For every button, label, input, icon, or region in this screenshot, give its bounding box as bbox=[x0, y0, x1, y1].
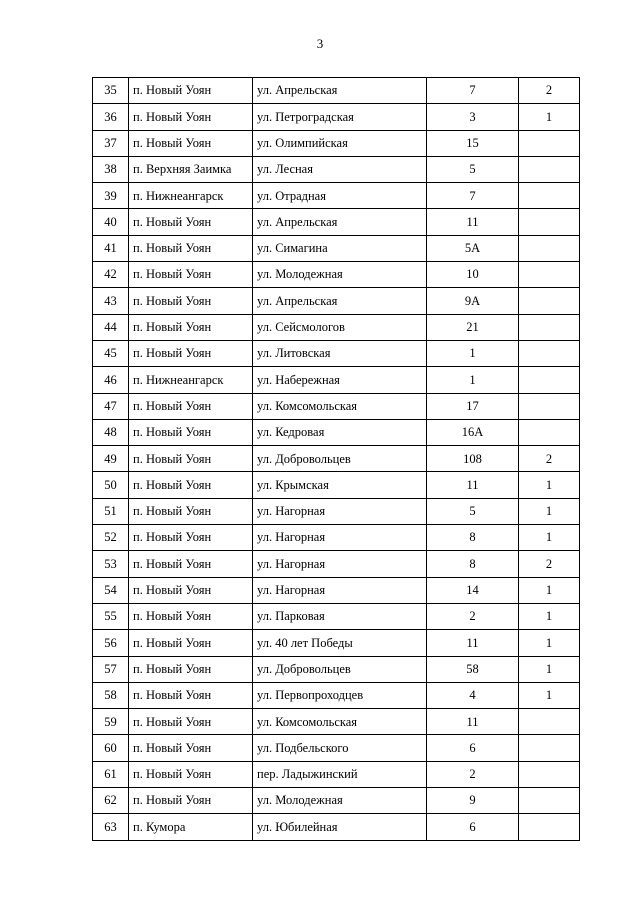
extra-value-cell bbox=[519, 367, 580, 393]
extra-value-cell: 1 bbox=[519, 656, 580, 682]
table-row bbox=[93, 156, 580, 182]
settlement-cell: п. Новый Уоян bbox=[129, 314, 253, 340]
street-cell: ул. Лесная bbox=[253, 156, 427, 182]
row-number-cell: 45 bbox=[93, 340, 129, 366]
extra-value-cell bbox=[519, 735, 580, 761]
street-cell: ул. Нагорная bbox=[253, 551, 427, 577]
table-row bbox=[93, 814, 580, 840]
table-row bbox=[93, 709, 580, 735]
house-number-cell: 58 bbox=[427, 656, 519, 682]
row-number-cell: 49 bbox=[93, 446, 129, 472]
address-table-body bbox=[93, 78, 580, 841]
settlement-cell: п. Новый Уоян bbox=[129, 130, 253, 156]
settlement-cell: п. Новый Уоян bbox=[129, 656, 253, 682]
row-number-cell: 60 bbox=[93, 735, 129, 761]
house-number-cell: 11 bbox=[427, 472, 519, 498]
street-cell: ул. Кедровая bbox=[253, 419, 427, 445]
street-cell: ул. Добровольцев bbox=[253, 656, 427, 682]
settlement-cell: п. Новый Уоян bbox=[129, 603, 253, 629]
street-cell: ул. Добровольцев bbox=[253, 446, 427, 472]
house-number-cell: 1 bbox=[427, 367, 519, 393]
street-cell: пер. Ладыжинский bbox=[253, 761, 427, 787]
table-row bbox=[93, 235, 580, 261]
street-cell: ул. Молодежная bbox=[253, 262, 427, 288]
settlement-cell: п. Нижнеангарск bbox=[129, 367, 253, 393]
street-cell: ул. Комсомольская bbox=[253, 393, 427, 419]
extra-value-cell: 1 bbox=[519, 577, 580, 603]
street-cell: ул. Симагина bbox=[253, 235, 427, 261]
extra-value-cell: 1 bbox=[519, 104, 580, 130]
extra-value-cell bbox=[519, 419, 580, 445]
table-row bbox=[93, 551, 580, 577]
extra-value-cell bbox=[519, 393, 580, 419]
table-row bbox=[93, 472, 580, 498]
row-number-cell: 55 bbox=[93, 603, 129, 629]
table-row bbox=[93, 130, 580, 156]
extra-value-cell: 1 bbox=[519, 498, 580, 524]
settlement-cell: п. Новый Уоян bbox=[129, 446, 253, 472]
row-number-cell: 57 bbox=[93, 656, 129, 682]
table-row bbox=[93, 340, 580, 366]
table-row bbox=[93, 78, 580, 104]
house-number-cell: 17 bbox=[427, 393, 519, 419]
street-cell: ул. Петроградская bbox=[253, 104, 427, 130]
street-cell: ул. Молодежная bbox=[253, 788, 427, 814]
row-number-cell: 36 bbox=[93, 104, 129, 130]
table-row bbox=[93, 498, 580, 524]
table-row bbox=[93, 262, 580, 288]
row-number-cell: 48 bbox=[93, 419, 129, 445]
row-number-cell: 63 bbox=[93, 814, 129, 840]
row-number-cell: 59 bbox=[93, 709, 129, 735]
row-number-cell: 38 bbox=[93, 156, 129, 182]
extra-value-cell bbox=[519, 156, 580, 182]
extra-value-cell bbox=[519, 314, 580, 340]
street-cell: ул. Отрадная bbox=[253, 183, 427, 209]
extra-value-cell: 1 bbox=[519, 603, 580, 629]
row-number-cell: 47 bbox=[93, 393, 129, 419]
row-number-cell: 43 bbox=[93, 288, 129, 314]
settlement-cell: п. Новый Уоян bbox=[129, 104, 253, 130]
extra-value-cell bbox=[519, 814, 580, 840]
row-number-cell: 41 bbox=[93, 235, 129, 261]
settlement-cell: п. Новый Уоян bbox=[129, 472, 253, 498]
house-number-cell: 16А bbox=[427, 419, 519, 445]
row-number-cell: 35 bbox=[93, 78, 129, 104]
settlement-cell: п. Новый Уоян bbox=[129, 235, 253, 261]
extra-value-cell: 2 bbox=[519, 551, 580, 577]
page-number: 3 bbox=[316, 36, 324, 51]
house-number-cell: 11 bbox=[427, 209, 519, 235]
house-number-cell: 8 bbox=[427, 551, 519, 577]
house-number-cell: 8 bbox=[427, 525, 519, 551]
extra-value-cell: 2 bbox=[519, 78, 580, 104]
settlement-cell: п. Новый Уоян bbox=[129, 419, 253, 445]
settlement-cell: п. Новый Уоян bbox=[129, 577, 253, 603]
settlement-cell: п. Новый Уоян bbox=[129, 209, 253, 235]
settlement-cell: п. Новый Уоян bbox=[129, 340, 253, 366]
row-number-cell: 61 bbox=[93, 761, 129, 787]
house-number-cell: 9 bbox=[427, 788, 519, 814]
house-number-cell: 2 bbox=[427, 603, 519, 629]
house-number-cell: 9А bbox=[427, 288, 519, 314]
street-cell: ул. Парковая bbox=[253, 603, 427, 629]
row-number-cell: 40 bbox=[93, 209, 129, 235]
table-row bbox=[93, 104, 580, 130]
house-number-cell: 7 bbox=[427, 183, 519, 209]
house-number-cell: 15 bbox=[427, 130, 519, 156]
extra-value-cell: 1 bbox=[519, 472, 580, 498]
table-row bbox=[93, 288, 580, 314]
house-number-cell: 108 bbox=[427, 446, 519, 472]
table-row bbox=[93, 630, 580, 656]
settlement-cell: п. Новый Уоян bbox=[129, 761, 253, 787]
street-cell: ул. Нагорная bbox=[253, 577, 427, 603]
extra-value-cell: 1 bbox=[519, 525, 580, 551]
table-row bbox=[93, 393, 580, 419]
settlement-cell: п. Новый Уоян bbox=[129, 288, 253, 314]
street-cell: ул. Апрельская bbox=[253, 209, 427, 235]
row-number-cell: 53 bbox=[93, 551, 129, 577]
house-number-cell: 6 bbox=[427, 735, 519, 761]
street-cell: ул. Крымская bbox=[253, 472, 427, 498]
house-number-cell: 3 bbox=[427, 104, 519, 130]
row-number-cell: 51 bbox=[93, 498, 129, 524]
street-cell: ул. Первопроходцев bbox=[253, 682, 427, 708]
house-number-cell: 6 bbox=[427, 814, 519, 840]
settlement-cell: п. Новый Уоян bbox=[129, 78, 253, 104]
street-cell: ул. Апрельская bbox=[253, 78, 427, 104]
extra-value-cell bbox=[519, 340, 580, 366]
house-number-cell: 1 bbox=[427, 340, 519, 366]
table-row bbox=[93, 788, 580, 814]
table-row bbox=[93, 656, 580, 682]
extra-value-cell bbox=[519, 209, 580, 235]
row-number-cell: 44 bbox=[93, 314, 129, 340]
row-number-cell: 37 bbox=[93, 130, 129, 156]
settlement-cell: п. Новый Уоян bbox=[129, 630, 253, 656]
extra-value-cell bbox=[519, 288, 580, 314]
row-number-cell: 62 bbox=[93, 788, 129, 814]
street-cell: ул. Нагорная bbox=[253, 525, 427, 551]
settlement-cell: п. Новый Уоян bbox=[129, 262, 253, 288]
extra-value-cell: 1 bbox=[519, 682, 580, 708]
settlement-cell: п. Новый Уоян bbox=[129, 735, 253, 761]
house-number-cell: 10 bbox=[427, 262, 519, 288]
table-row bbox=[93, 209, 580, 235]
settlement-cell: п. Верхняя Заимка bbox=[129, 156, 253, 182]
address-table bbox=[92, 77, 580, 841]
extra-value-cell bbox=[519, 761, 580, 787]
settlement-cell: п. Нижнеангарск bbox=[129, 183, 253, 209]
row-number-cell: 50 bbox=[93, 472, 129, 498]
row-number-cell: 46 bbox=[93, 367, 129, 393]
house-number-cell: 11 bbox=[427, 630, 519, 656]
table-row bbox=[93, 761, 580, 787]
row-number-cell: 39 bbox=[93, 183, 129, 209]
row-number-cell: 56 bbox=[93, 630, 129, 656]
table-row bbox=[93, 603, 580, 629]
street-cell: ул. Подбельского bbox=[253, 735, 427, 761]
extra-value-cell bbox=[519, 183, 580, 209]
extra-value-cell bbox=[519, 235, 580, 261]
extra-value-cell: 2 bbox=[519, 446, 580, 472]
settlement-cell: п. Новый Уоян bbox=[129, 393, 253, 419]
street-cell: ул. Набережная bbox=[253, 367, 427, 393]
table-row bbox=[93, 525, 580, 551]
street-cell: ул. Комсомольская bbox=[253, 709, 427, 735]
house-number-cell: 7 bbox=[427, 78, 519, 104]
settlement-cell: п. Новый Уоян bbox=[129, 525, 253, 551]
house-number-cell: 11 bbox=[427, 709, 519, 735]
house-number-cell: 4 bbox=[427, 682, 519, 708]
extra-value-cell: 1 bbox=[519, 630, 580, 656]
house-number-cell: 5 bbox=[427, 156, 519, 182]
house-number-cell: 5А bbox=[427, 235, 519, 261]
settlement-cell: п. Новый Уоян bbox=[129, 788, 253, 814]
street-cell: ул. Олимпийская bbox=[253, 130, 427, 156]
row-number-cell: 52 bbox=[93, 525, 129, 551]
street-cell: ул. Литовская bbox=[253, 340, 427, 366]
table-row bbox=[93, 183, 580, 209]
house-number-cell: 21 bbox=[427, 314, 519, 340]
house-number-cell: 2 bbox=[427, 761, 519, 787]
table-row bbox=[93, 682, 580, 708]
street-cell: ул. Юбилейная bbox=[253, 814, 427, 840]
extra-value-cell bbox=[519, 262, 580, 288]
table-row bbox=[93, 577, 580, 603]
street-cell: ул. Апрельская bbox=[253, 288, 427, 314]
table-row bbox=[93, 735, 580, 761]
extra-value-cell bbox=[519, 788, 580, 814]
street-cell: ул. Сейсмологов bbox=[253, 314, 427, 340]
house-number-cell: 5 bbox=[427, 498, 519, 524]
settlement-cell: п. Кумора bbox=[129, 814, 253, 840]
row-number-cell: 54 bbox=[93, 577, 129, 603]
table-row bbox=[93, 367, 580, 393]
settlement-cell: п. Новый Уоян bbox=[129, 682, 253, 708]
row-number-cell: 58 bbox=[93, 682, 129, 708]
street-cell: ул. Нагорная bbox=[253, 498, 427, 524]
street-cell: ул. 40 лет Победы bbox=[253, 630, 427, 656]
table-row bbox=[93, 446, 580, 472]
extra-value-cell bbox=[519, 130, 580, 156]
settlement-cell: п. Новый Уоян bbox=[129, 498, 253, 524]
table-row bbox=[93, 419, 580, 445]
extra-value-cell bbox=[519, 709, 580, 735]
row-number-cell: 42 bbox=[93, 262, 129, 288]
settlement-cell: п. Новый Уоян bbox=[129, 551, 253, 577]
table-row bbox=[93, 314, 580, 340]
settlement-cell: п. Новый Уоян bbox=[129, 709, 253, 735]
house-number-cell: 14 bbox=[427, 577, 519, 603]
